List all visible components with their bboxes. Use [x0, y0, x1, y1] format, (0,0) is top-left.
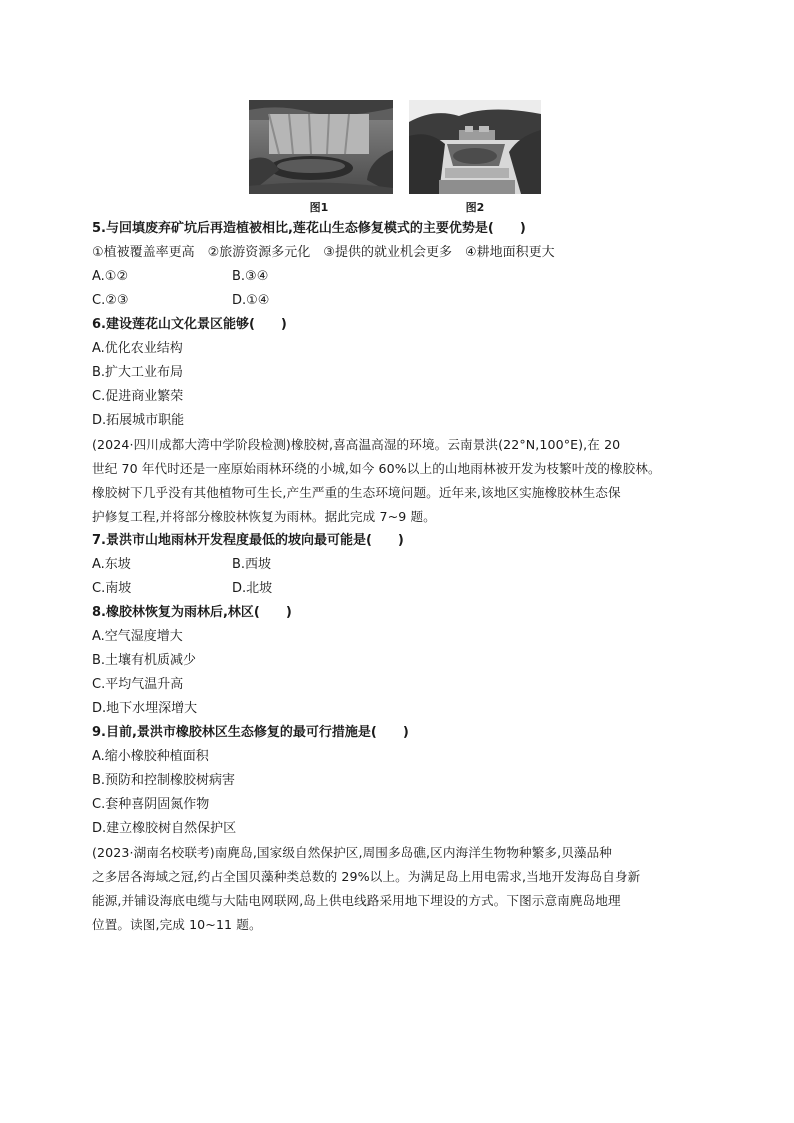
question-7-option-d: D.北坡 — [232, 581, 273, 596]
question-9-option-d: D.建立橡胶树自然保护区 — [92, 821, 237, 836]
question-9-option-c: C.套种喜阴固氮作物 — [92, 797, 210, 812]
figure-1-quarry-photo — [249, 100, 393, 194]
question-8-option-a: A.空气湿度增大 — [92, 629, 183, 644]
passage-2-line-1: (2023·湖南名校联考)南麂岛,国家级自然保护区,周围多岛礁,区内海洋生物物种繁多,贝藻品种 — [92, 845, 612, 860]
question-5-stem: 5.与回填废弃矿坑后再造植被相比,莲花山生态修复模式的主要优势是( ) — [92, 221, 526, 236]
question-5-option-a: A.①② — [92, 269, 129, 284]
question-9-stem: 9.目前,景洪市橡胶林区生态修复的最可行措施是( ) — [92, 725, 409, 740]
passage-1-line-2: 世纪 70 年代时还是一座原始雨林环绕的小城,如今 60%以上的山地雨林被开发为枝繁叶茂的橡胶林。 — [92, 461, 661, 476]
question-7-option-a: A.东坡 — [92, 557, 131, 572]
question-8-option-c: C.平均气温升高 — [92, 677, 184, 692]
passage-2-line-3: 能源,并铺设海底电缆与大陆电网联网,岛上供电线路采用地下埋设的方式。下图示意南麂岛地理 — [92, 893, 621, 908]
question-6-option-a: A.优化农业结构 — [92, 341, 183, 356]
passage-2-line-4: 位置。读图,完成 10~11 题。 — [92, 917, 262, 932]
question-7-option-b: B.西坡 — [232, 557, 272, 572]
question-8-option-b: B.土壤有机质减少 — [92, 653, 197, 668]
question-9-option-b: B.预防和控制橡胶树病害 — [92, 773, 236, 788]
question-5-option-d: D.①④ — [232, 293, 270, 308]
figure-2-park-photo — [409, 100, 541, 194]
passage-1-line-4: 护修复工程,并将部分橡胶林恢复为雨林。据此完成 7~9 题。 — [92, 509, 436, 524]
figure-2-caption: 图2 — [465, 201, 485, 214]
question-6-option-d: D.拓展城市职能 — [92, 413, 185, 428]
question-6-option-b: B.扩大工业布局 — [92, 365, 184, 380]
passage-1-line-1: (2024·四川成都大湾中学阶段检测)橡胶树,喜高温高湿的环境。云南景洪(22°N,100°E),在 20 — [92, 437, 621, 452]
question-8-option-d: D.地下水埋深增大 — [92, 701, 198, 716]
question-5-statements: ①植被覆盖率更高 ②旅游资源多元化 ③提供的就业机会更多 ④耕地面积更大 — [92, 245, 555, 260]
passage-1-line-3: 橡胶树下几乎没有其他植物可生长,产生严重的生态环境问题。近年来,该地区实施橡胶林生态保 — [92, 485, 621, 500]
question-5-option-c: C.②③ — [92, 293, 129, 308]
question-7-option-c: C.南坡 — [92, 581, 132, 596]
figure-group — [249, 100, 541, 194]
question-5-option-b: B.③④ — [232, 269, 269, 284]
question-6-stem: 6.建设莲花山文化景区能够( ) — [92, 317, 287, 332]
figure-1-caption: 图1 — [309, 201, 329, 214]
question-8-stem: 8.橡胶林恢复为雨林后,林区( ) — [92, 605, 292, 620]
question-6-option-c: C.促进商业繁荣 — [92, 389, 184, 404]
question-7-stem: 7.景洪市山地雨林开发程度最低的坡向最可能是( ) — [92, 533, 404, 548]
passage-2-line-2: 之多居各海域之冠,约占全国贝藻种类总数的 29%以上。为满足岛上用电需求,当地开发海岛自身新 — [92, 869, 641, 884]
question-9-option-a: A.缩小橡胶种植面积 — [92, 749, 209, 764]
